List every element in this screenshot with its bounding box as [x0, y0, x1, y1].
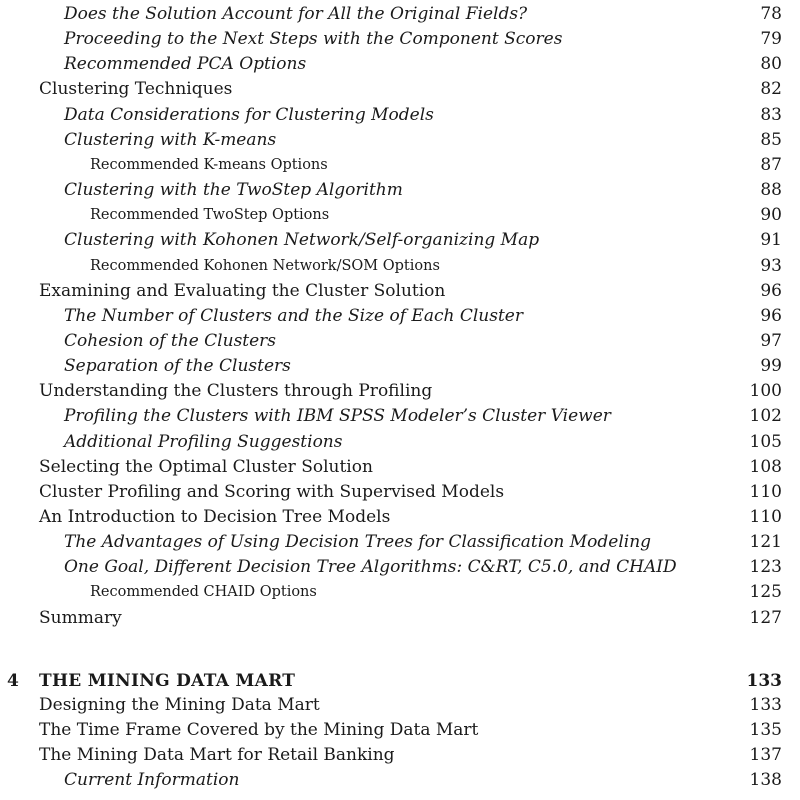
toc-entry-page: 127 [749, 607, 782, 628]
toc-entry-title: Recommended K-means Options [90, 156, 328, 173]
toc-entry-title: The Time Frame Covered by the Mining Data Mart [39, 720, 479, 741]
toc-entry-page: 99 [760, 356, 782, 377]
toc-entry-page: 80 [760, 54, 782, 75]
toc-entry-title: Examining and Evaluating the Cluster Solution [39, 280, 446, 301]
toc-entry-page: 110 [749, 481, 782, 502]
toc-entry-title: Profiling the Clusters with IBM SPSS Modeler’s Cluster Viewer [64, 406, 611, 427]
toc-entry-page: 135 [749, 720, 782, 741]
toc-entry-title: Proceeding to the Next Steps with the Component Scores [64, 29, 563, 50]
toc-entry[interactable] [0, 128, 800, 153]
toc-entry[interactable] [0, 279, 800, 304]
toc-entry-title: Cluster Profiling and Scoring with Supervised Models [39, 481, 505, 502]
toc-entry[interactable] [0, 718, 800, 743]
toc-entry[interactable] [0, 329, 800, 354]
toc-entry-page: 88 [760, 180, 782, 201]
toc-entry-title: Selecting the Optimal Cluster Solution [39, 456, 373, 477]
toc-entry-title: Recommended Kohonen Network/SOM Options [90, 257, 440, 274]
toc-entry-page: 96 [760, 280, 782, 301]
toc-entry-page: 87 [760, 154, 782, 175]
toc-entry[interactable] [0, 103, 800, 128]
toc-entry-page: 91 [760, 230, 782, 251]
toc-entry-page: 105 [749, 431, 782, 452]
toc-entry[interactable] [0, 153, 800, 178]
toc-entry-page: 137 [749, 745, 782, 766]
toc-entry-title: Recommended CHAID Options [90, 584, 317, 601]
toc-entry-title: Clustering Techniques [39, 79, 233, 100]
toc-entry[interactable] [0, 580, 800, 605]
toc-entry-page: 78 [760, 4, 782, 24]
toc-entry-page: 108 [749, 456, 782, 477]
toc-entry[interactable] [0, 555, 800, 580]
toc-entry-page: 102 [749, 406, 782, 427]
toc-entry[interactable] [0, 505, 800, 530]
toc-entry[interactable] [0, 203, 800, 228]
toc-entry-page: 93 [760, 255, 782, 276]
toc-entry[interactable] [0, 254, 800, 279]
toc-entry[interactable] [0, 606, 800, 631]
toc-entry-page: 79 [760, 29, 782, 50]
toc-entry-page: 96 [760, 305, 782, 326]
toc-entry[interactable] [0, 379, 800, 404]
chapter-number: 4 [7, 671, 19, 691]
toc-entry[interactable] [0, 304, 800, 329]
toc-entry-title: Additional Profiling Suggestions [64, 431, 343, 452]
toc-entry[interactable] [0, 530, 800, 555]
toc-entry-title: Cohesion of the Clusters [64, 330, 277, 351]
toc-entry[interactable] [0, 77, 800, 102]
toc-entry-page: 83 [760, 104, 782, 125]
toc-entry-title: An Introduction to Decision Tree Models [39, 507, 391, 527]
toc-entry-page: 133 [749, 695, 782, 715]
toc-entry[interactable] [0, 455, 800, 480]
toc-entry-page: 125 [749, 582, 782, 603]
toc-entry-page: 85 [760, 129, 782, 150]
toc-entry-title: Separation of the Clusters [64, 356, 291, 377]
toc-entry[interactable] [0, 404, 800, 429]
toc-entry[interactable] [0, 430, 800, 455]
toc-entry-title: Current Information [64, 770, 240, 791]
toc-entry-title: Recommended TwoStep Options [90, 207, 330, 224]
toc-entry-page: 123 [749, 557, 782, 578]
toc-entry-title: Clustering with the TwoStep Algorithm [64, 180, 403, 201]
toc-entry[interactable] [0, 768, 800, 793]
toc-entry[interactable] [0, 480, 800, 505]
toc-entry[interactable] [0, 178, 800, 203]
toc-entry-title: One Goal, Different Decision Tree Algorithms: C&RT, C5.0, and CHAID [64, 557, 677, 578]
toc-entry[interactable] [0, 2, 800, 27]
toc-entry-page: 100 [749, 381, 782, 402]
chapter-page: 133 [746, 671, 782, 691]
toc-entry-title: The Advantages of Using Decision Trees for Classification Modeling [64, 532, 652, 553]
toc-entry-title: The Number of Clusters and the Size of Each Cluster [64, 305, 523, 326]
toc-entry-title: The Mining Data Mart for Retail Banking [39, 745, 395, 766]
toc-entry-title: Understanding the Clusters through Profiling [39, 381, 433, 402]
toc-entry[interactable] [0, 228, 800, 253]
chapter-title: THE MINING DATA MART [39, 671, 296, 691]
toc-entry[interactable] [0, 354, 800, 379]
toc-entry-page: 97 [760, 330, 782, 351]
toc-entry-title: Does the Solution Account for All the Original Fields? [64, 4, 528, 24]
toc-entry-page: 82 [760, 79, 782, 100]
toc-entry[interactable] [0, 52, 800, 77]
toc-entry[interactable] [0, 693, 800, 718]
toc-entry-page: 121 [749, 532, 782, 553]
toc-entry-page: 110 [749, 507, 782, 527]
toc-entry-title: Summary [39, 607, 122, 628]
toc-entry-title: Data Considerations for Clustering Models [64, 104, 434, 125]
toc-entry-title: Designing the Mining Data Mart [39, 695, 320, 715]
toc-entry-page: 90 [760, 205, 782, 226]
toc-entry-title: Clustering with K-means [64, 129, 277, 150]
toc-entry[interactable] [0, 27, 800, 52]
toc-entry-page: 138 [749, 770, 782, 791]
toc-entry[interactable] [0, 743, 800, 768]
toc-entry-title: Clustering with Kohonen Network/Self-organizing Map [64, 230, 540, 251]
chapter-heading[interactable] [0, 668, 800, 694]
toc-entry-title: Recommended PCA Options [64, 54, 307, 75]
